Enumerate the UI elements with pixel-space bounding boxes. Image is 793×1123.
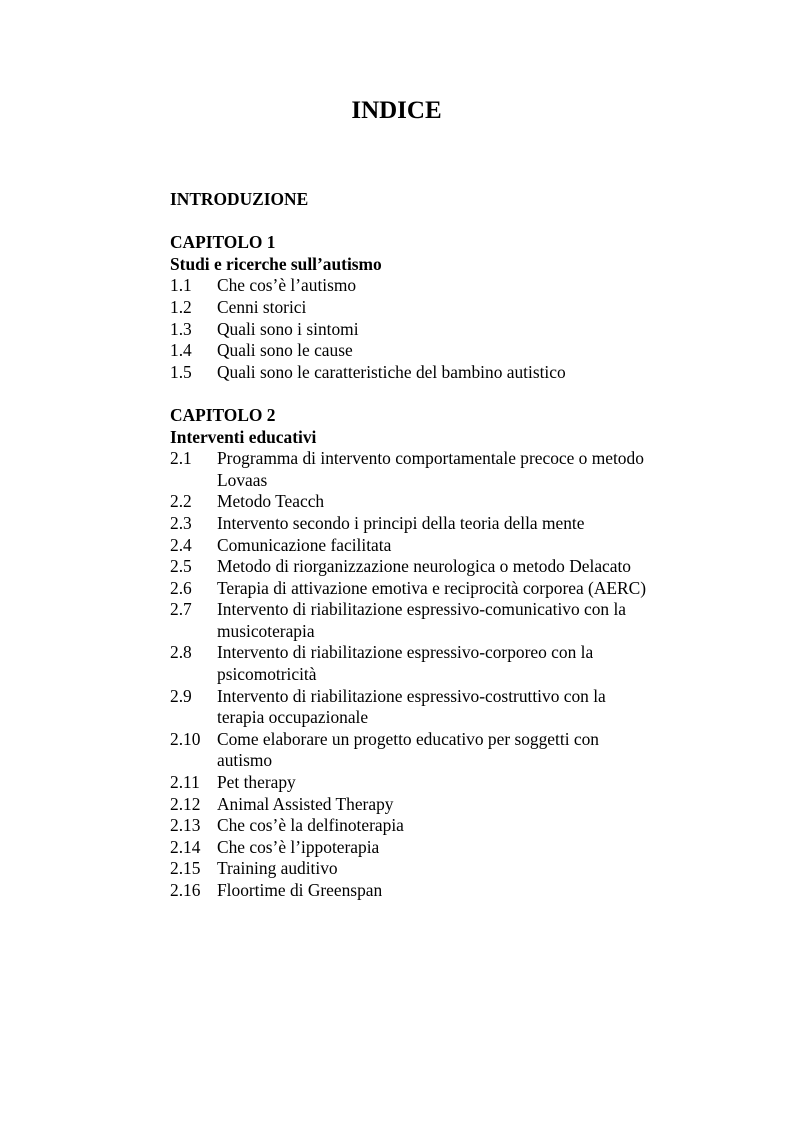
toc-entry-number: 1.1 [170,275,192,296]
toc-entry [170,578,650,600]
toc-entry-text: Comunicazione facilitata [217,534,392,555]
toc-entry-text: Floortime di Greenspan [217,880,383,900]
toc-entry-text: Quali sono le caratteristiche del bambino autistico [217,361,566,382]
toc-entry [170,362,650,384]
toc-entry-number: 1.5 [170,361,192,382]
toc-entry-text: Intervento di riabilitazione espressivo-corporeo con la psicomotricità [217,642,594,685]
chapter-title: Studi e ricerche sull’autismo [170,253,382,274]
toc-entry [170,880,650,902]
toc-entry [170,513,650,535]
toc-entry-text: Metodo Teacch [217,491,325,512]
toc-entry [170,772,650,794]
toc-entry-number: 2.16 [170,880,201,900]
toc-entry-text: Pet therapy [217,772,296,793]
toc-entry-number: 2.10 [170,728,201,749]
toc-entry-text: Animal Assisted Therapy [217,793,394,814]
toc-entry-text: Come elaborare un progetto educativo per soggetti con autismo [217,728,599,771]
chapter-label: CAPITOLO 2 [170,404,276,425]
chapter-title: Interventi educativi [170,426,317,447]
toc-entry [170,556,650,578]
toc-entry [170,340,650,362]
toc-chapter [170,405,650,902]
toc-entry-number: 2.11 [170,772,200,793]
toc-entry-number: 2.7 [170,599,192,620]
toc-entry-number: 2.3 [170,512,192,533]
toc-entry-number: 2.4 [170,534,192,555]
toc-entry-number: 1.2 [170,296,192,317]
toc-entry [170,686,650,729]
toc-chapter [170,232,650,383]
toc-entry-text: Quali sono le cause [217,340,353,361]
toc-entry-text: Metodo di riorganizzazione neurologica o metodo Delacato [217,556,632,577]
toc-entry-text: Quali sono i sintomi [217,318,359,339]
toc-entry [170,491,650,513]
toc-entry [170,599,650,642]
toc-entry-number: 2.5 [170,556,192,577]
toc-entry [170,535,650,557]
page-title: INDICE [351,97,442,124]
toc-entry [170,642,650,685]
toc-entry [170,729,650,772]
toc-entry-number: 2.8 [170,642,192,663]
toc-entry-text: Che cos’è l’autismo [217,275,357,296]
toc-chapters [170,232,650,901]
toc-entry-number: 2.13 [170,815,201,836]
toc-entry [170,319,650,341]
toc-entry [170,448,650,491]
toc-entry-number: 2.14 [170,836,201,857]
toc-entry-number: 2.1 [170,448,192,469]
toc-entry-number: 2.9 [170,685,192,706]
toc-entry-number: 2.15 [170,858,201,879]
toc-introduction: INTRODUZIONE [170,189,309,209]
toc-entry [170,858,650,880]
toc-entry [170,794,650,816]
toc-entry-text: Che cos’è la delfinoterapia [217,815,404,836]
toc-entry-text: Training auditivo [217,858,338,879]
toc-entry-text: Che cos’è l’ippoterapia [217,836,380,857]
chapter-label: CAPITOLO 1 [170,232,276,253]
toc-entry-number: 1.3 [170,318,192,339]
toc-entry-text: Programma di intervento comportamentale precoce o metodo Lovaas [217,448,644,490]
toc-entry [170,815,650,837]
toc-entry-text: Terapia di attivazione emotiva e reciprocità corporea (AERC) [217,577,646,598]
toc-entry-text: Intervento di riabilitazione espressivo-costruttivo con la terapia occupazionale [217,685,606,728]
toc-entry [170,837,650,859]
toc-entry-number: 1.4 [170,340,192,361]
table-of-contents [170,189,650,902]
toc-entry-number: 2.2 [170,491,192,512]
toc-entry [170,297,650,319]
toc-entry [170,275,650,297]
toc-entry-text: Intervento di riabilitazione espressivo-comunicativo con la musicoterapia [217,599,627,641]
toc-entry-text: Cenni storici [217,296,307,317]
toc-entry-number: 2.6 [170,577,192,598]
toc-entry-number: 2.12 [170,793,201,814]
toc-entry-text: Intervento secondo i principi della teoria della mente [217,512,585,533]
